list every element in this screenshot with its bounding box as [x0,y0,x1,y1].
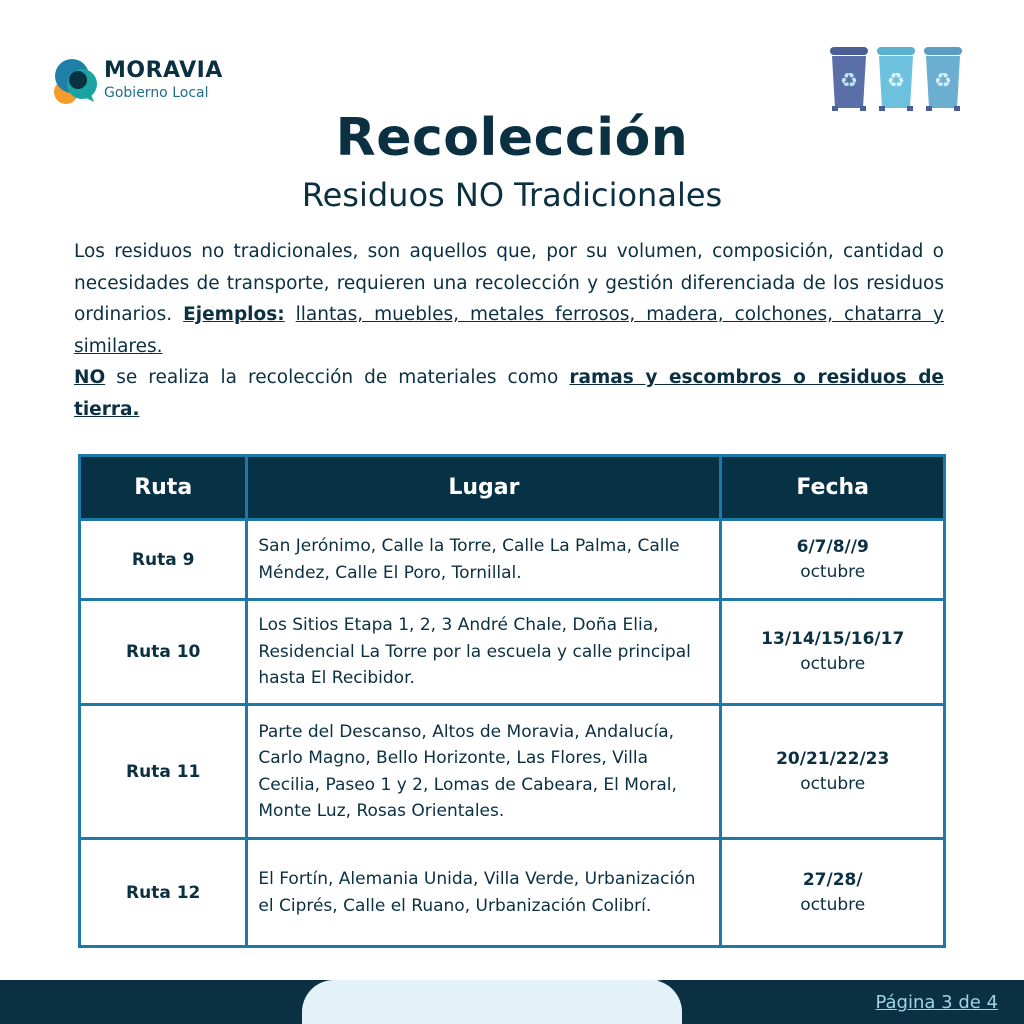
route-month: octubre [800,894,866,915]
route-days: 20/21/22/23 [776,748,890,769]
route-name: Ruta 9 [80,520,247,600]
no-label: NO [74,367,106,388]
recycling-bins-icon [826,44,968,112]
table-header-row [80,456,945,520]
intro-text [74,236,944,425]
route-places: Los Sitios Etapa 1, 2, 3 André Chale, Doña Elia, Residencial La Torre por la escuela y calle principal hasta El Recibidor. [247,600,721,705]
route-month: octubre [800,654,866,674]
exclusion-list: ramas y escombros o residuos de tierra. [74,367,944,420]
svg-text:♻: ♻ [887,68,905,92]
examples-label: Ejemplos: [183,304,285,325]
route-name: Ruta 12 [80,839,247,947]
table-row [80,839,945,947]
route-days: 13/14/15/16/17 [761,629,905,649]
route-places: San Jerónimo, Calle la Torre, Calle La Palma, Calle Méndez, Calle El Poro, Tornillal. [247,520,721,600]
routes-table [78,454,946,948]
page-number-link[interactable]: Página 3 de 4 [875,992,998,1013]
route-name: Ruta 10 [80,600,247,705]
page-subtitle: Residuos NO Tradicionales [301,176,723,214]
header-fecha: Fecha [721,456,945,520]
route-places: Parte del Descanso, Altos de Moravia, Andalucía, Carlo Magno, Bello Horizonte, Las Flores, Villa Cecilia, Paseo 1 y 2, Lomas de Cabeara, El Moral, Monte Luz, Rosas Orientales. [247,705,721,839]
route-days: 6/7/8//9 [796,536,869,557]
moravia-logo [52,56,262,106]
route-date [721,839,945,947]
table-row [80,600,945,705]
header-lugar: Lugar [247,456,721,520]
page-title: Recolección [335,108,689,168]
footer [0,980,1024,1024]
route-name: Ruta 11 [80,705,247,839]
route-date [721,705,945,839]
logo-name: MORAVIA [104,58,223,83]
route-date [721,520,945,600]
svg-text:♻: ♻ [934,68,952,92]
route-days: 27/28/ [802,869,863,890]
intro-paragraph: Los residuos no tradicionales, son aquellos que, por su volumen, composición, cantidad o necesidades de transporte, requieren una recolección y gestión diferenciada de los residuos ordinarios. [74,241,944,325]
moravia-logo-icon [52,56,102,106]
footer-band-center [302,980,682,1024]
route-date [721,600,945,705]
logo-subtitle: Gobierno Local [104,85,209,101]
table-row [80,520,945,600]
route-month: octubre [800,561,866,582]
route-month: octubre [800,773,866,794]
svg-text:♻: ♻ [840,68,858,92]
header-ruta: Ruta [80,456,247,520]
table-row [80,705,945,839]
exclusion-text: se realiza la recolección de materiales como [116,367,559,388]
examples-list: llantas, muebles, metales ferrosos, madera, colchones, chatarra y similares. [74,304,945,357]
route-places: El Fortín, Alemania Unida, Villa Verde, Urbanización el Ciprés, Calle el Ruano, Urbanización Colibrí. [247,839,721,947]
